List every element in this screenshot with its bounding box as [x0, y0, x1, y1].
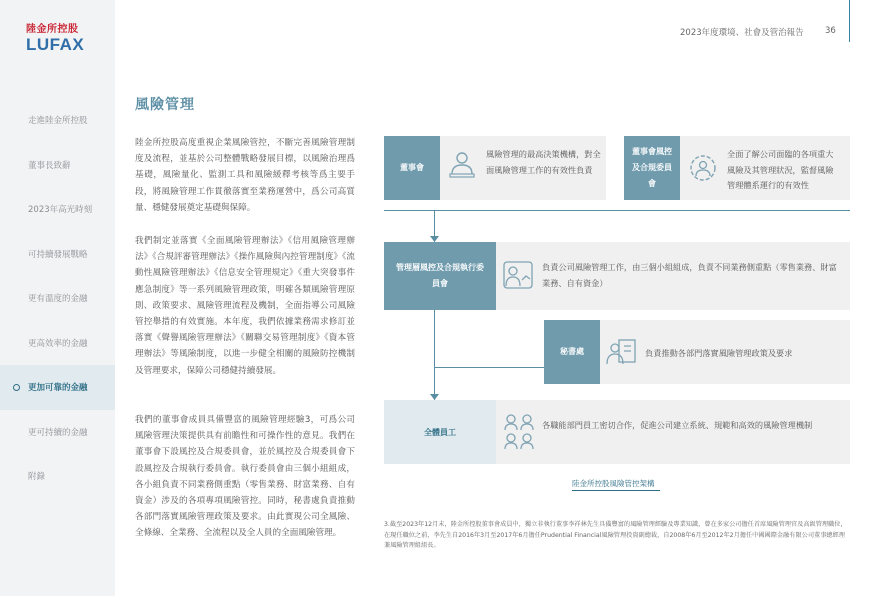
sidebar	[0, 0, 115, 596]
footnote: 3.截至2023年12月末，陸金所控股董事會成員中，獨立非執行董事李祥林先生具備豐富的風險管理經驗及專業知識，曾在多家公司擔任首席風險管理官及高級管理職位，在現任職位之前，李先生自2016年3月至2017年6月擔任Prudential Financial風險管理投資副總裁，自2008年6月至2012年2月擔任中國國際金融有限公司董事總經理兼風險管理組組長。	[384, 521, 847, 549]
page-number: 36	[825, 26, 836, 36]
active-circle-icon	[13, 384, 20, 391]
exec-label: 管理層風控及合規執行委員會	[384, 242, 496, 310]
sidebar-item-reliable-finance[interactable]	[0, 365, 115, 410]
connector-v2	[434, 310, 435, 400]
sidebar-item-intro[interactable]: 走進陸金所控股	[28, 116, 88, 127]
caption-underline	[572, 490, 660, 491]
staff-label: 全體員工	[384, 400, 496, 464]
sidebar-item-efficient-finance[interactable]: 更高效率的金融	[28, 338, 88, 349]
paragraph-governance: 我們的董事會成員具備豐富的風險管理經驗3，可爲公司風險管理決策提供具有前瞻性和可操作性的意見。我們在董事會下設風控及合規委員會，並於風控及合規委員會下設風控及合規執行委員會。執行委員會由三個小組組成，各小組負責不同業務側重點（零售業務、財富業務、自有資金）涉及的各項專項風險管控。同時，秘書處負責推動各部門落實風險管理政策及要求。由此實現公司全風險、全條線、全業務、全流程以及全人員的全面風險管理。	[135, 415, 355, 539]
logo-cn: 陸金所控股	[26, 24, 79, 35]
staff-desc: 各職能部門員工密切合作，促進公司建立系統、規範和高效的風險管理機制	[542, 420, 813, 430]
sidebar-item-appendix[interactable]: 附錄	[28, 472, 46, 483]
sidebar-item-strategy[interactable]: 可持續發展戰略	[28, 249, 88, 260]
person-chart-icon	[500, 258, 536, 294]
committee-desc: 全面了解公司面臨的各項重大風險及其管理狀況，監督風險管理體系運行的有效性	[727, 149, 834, 190]
exec-desc: 負責公司風險管理工作，由三個小組組成，負責不同業務側重點（零售業務、財富業務、自有資金）	[542, 262, 837, 288]
board-desc: 風險管理的最高決策機構，對全面風險管理工作的有效性負責	[486, 149, 601, 175]
secretariat-label: 秘書處	[544, 320, 600, 384]
header-divider	[849, 0, 850, 42]
secretariat-desc: 負責推動各部門落實風險管理政策及要求	[645, 348, 793, 358]
team-icon	[502, 412, 536, 452]
sidebar-item-highlights[interactable]: 2023年高光時刻	[28, 205, 93, 216]
sidebar-nav	[0, 98, 115, 499]
sidebar-item-warm-finance[interactable]: 更有溫度的金融	[28, 294, 88, 305]
sidebar-item-sustainable-finance[interactable]: 更可持續的金融	[28, 427, 88, 438]
section-title: 風險管理	[135, 97, 195, 113]
paragraph-intro: 陸金所控股高度重視企業風險管控，不斷完善風險管理制度及流程，並基於公司整體戰略發展目標，以風險治理爲基礎，風險量化、監測工具和風險緩釋考核等爲主要手段，將風險管理工作貫徹落實至業務運營中，爲公司高質量、穩健發展奠定基礎與保障。	[135, 138, 355, 213]
connector-top	[384, 210, 850, 211]
board-label: 董事會	[384, 136, 440, 200]
diagram-caption: 陸金所控股風險管控架構	[572, 479, 655, 488]
committee-label: 董事會風控及合規委員會	[624, 136, 680, 200]
gear-person-icon	[685, 150, 721, 186]
paragraph-policies: 我們制定並落實《全面風險管理辦法》《信用風險管理辦法》《合規評審管理辦法》《操作風險與內控管理制度》《流動性風險管理辦法》《信息安全管理規定》《重大突發事件應急制度》等一系列風險管理政策，明確各類風險管理原則、政策要求、風險管理流程及機制，全面指導公司風險管控舉措的有效實施。本年度，我們依據業務需求修訂並落實《聲譽風險管理辦法》《關聯交易管理制度》《資本管理辦法》等風險制度，以進一步健全相關的風險防控機制及管理要求，保障公司穩健持續發展。	[135, 236, 355, 376]
sidebar-item-chairman[interactable]: 董事長致辭	[28, 160, 71, 171]
report-title: 2023年度環境、社會及管治報告	[680, 28, 804, 38]
connector-sec	[434, 367, 544, 368]
person-doc-icon	[603, 336, 639, 370]
person-desk-icon	[447, 150, 477, 182]
lufax-logo[interactable]	[26, 24, 86, 53]
sidebar-item-label: 更加可靠的金融	[28, 383, 88, 394]
logo-en: LUFAX	[26, 35, 85, 54]
